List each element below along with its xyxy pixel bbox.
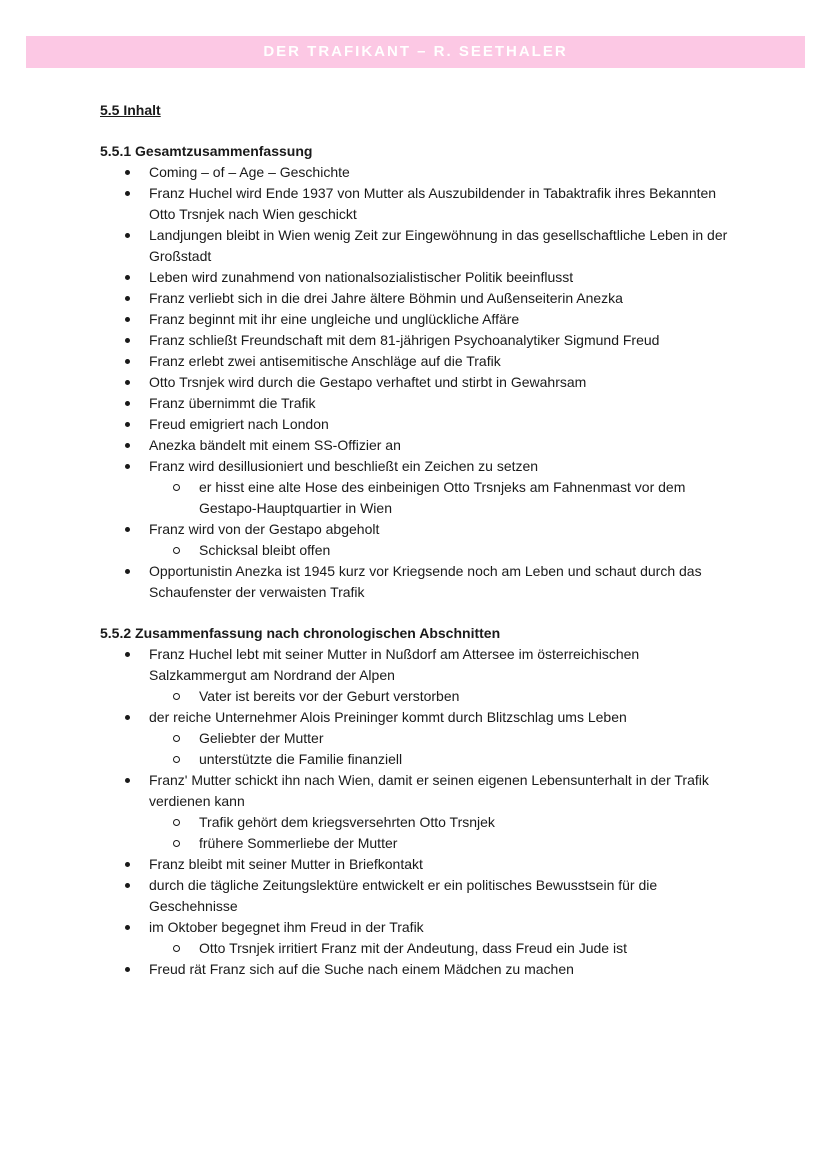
list-item	[100, 435, 740, 456]
sub-list-item	[149, 749, 740, 770]
bullet-icon	[125, 380, 130, 385]
sub-list-item	[149, 833, 740, 854]
sub-list-item-text: Vater ist bereits vor der Geburt verstorben	[199, 688, 460, 704]
list-item-text: Coming – of – Age – Geschichte	[149, 164, 350, 180]
summary-list	[100, 162, 740, 603]
circle-bullet-icon	[173, 819, 180, 826]
bullet-icon	[125, 652, 130, 657]
list-item	[100, 183, 740, 225]
bullet-icon	[125, 443, 130, 448]
list-item	[100, 393, 740, 414]
list-item	[100, 351, 740, 372]
circle-bullet-icon	[173, 735, 180, 742]
document-header-title: DER TRAFIKANT – R. SEETHALER	[263, 43, 568, 60]
list-item-text: Franz verliebt sich in die drei Jahre ältere Böhmin und Außenseiterin Anezka	[149, 290, 623, 306]
bullet-icon	[125, 569, 130, 574]
list-item	[100, 456, 740, 519]
list-item-text: Freud rät Franz sich auf die Suche nach einem Mädchen zu machen	[149, 961, 574, 977]
list-item	[100, 854, 740, 875]
document-content	[100, 100, 740, 980]
bullet-icon	[125, 967, 130, 972]
sub-list-item	[149, 812, 740, 833]
bullet-icon	[125, 715, 130, 720]
list-item	[100, 414, 740, 435]
list-item	[100, 309, 740, 330]
list-item-text: Landjungen bleibt in Wien wenig Zeit zur Eingewöhnung in das gesellschaftliche Leben in der Großstadt	[149, 227, 728, 264]
sub-list	[149, 686, 740, 707]
document-header-banner	[26, 36, 805, 68]
bullet-icon	[125, 883, 130, 888]
list-item	[100, 707, 740, 770]
bullet-icon	[125, 191, 130, 196]
list-item	[100, 875, 740, 917]
circle-bullet-icon	[173, 693, 180, 700]
list-item-text: Anezka bändelt mit einem SS-Offizier an	[149, 437, 401, 453]
section-heading: 5.5 Inhalt	[100, 102, 161, 118]
sub-list	[149, 477, 740, 519]
circle-bullet-icon	[173, 945, 180, 952]
bullet-icon	[125, 170, 130, 175]
bullet-icon	[125, 778, 130, 783]
list-item	[100, 519, 740, 561]
bullet-icon	[125, 401, 130, 406]
list-item-text: Franz beginnt mit ihr eine ungleiche und unglückliche Affäre	[149, 311, 520, 327]
bullet-icon	[125, 925, 130, 930]
list-item-text: Otto Trsnjek wird durch die Gestapo verhaftet und stirbt in Gewahrsam	[149, 374, 587, 390]
list-item-text: Franz erlebt zwei antisemitische Anschläge auf die Trafik	[149, 353, 501, 369]
list-item-text: Franz Huchel lebt mit seiner Mutter in Nußdorf am Attersee im österreichischen Salzkammergut am Nordrand der Alpen	[149, 646, 640, 683]
sub-list-item	[149, 686, 740, 707]
circle-bullet-icon	[173, 756, 180, 763]
list-item-text: Freud emigriert nach London	[149, 416, 329, 432]
chronological-list	[100, 644, 740, 980]
sub-list	[149, 728, 740, 770]
sub-list-item	[149, 477, 740, 519]
sub-list-item-text: frühere Sommerliebe der Mutter	[199, 835, 398, 851]
list-item-text: im Oktober begegnet ihm Freud in der Trafik	[149, 919, 424, 935]
bullet-icon	[125, 464, 130, 469]
list-item	[100, 162, 740, 183]
bullet-icon	[125, 338, 130, 343]
list-item-text: Franz übernimmt die Trafik	[149, 395, 316, 411]
circle-bullet-icon	[173, 484, 180, 491]
sub-list-item-text: Trafik gehört dem kriegsversehrten Otto Trsnjek	[199, 814, 495, 830]
list-item	[100, 959, 740, 980]
sub-list	[149, 938, 740, 959]
bullet-icon	[125, 317, 130, 322]
list-item-text: Franz' Mutter schickt ihn nach Wien, damit er seinen eigenen Lebensunterhalt in der Trafik verdienen kann	[149, 772, 709, 809]
list-item-text: Leben wird zunahmend von nationalsozialistischer Politik beeinflusst	[149, 269, 574, 285]
sub-list	[149, 812, 740, 854]
list-item-text: durch die tägliche Zeitungslektüre entwickelt er ein politisches Bewusstsein für die Geschehnisse	[149, 877, 658, 914]
list-item	[100, 330, 740, 351]
summary-heading: 5.5.1 Gesamtzusammenfassung	[100, 143, 313, 159]
list-item	[100, 561, 740, 603]
sub-list-item-text: Geliebter der Mutter	[199, 730, 324, 746]
sub-list-item	[149, 728, 740, 749]
sub-list-item-text: Otto Trsnjek irritiert Franz mit der Andeutung, dass Freud ein Jude ist	[199, 940, 627, 956]
bullet-icon	[125, 233, 130, 238]
chronological-heading: 5.5.2 Zusammenfassung nach chronologischen Abschnitten	[100, 625, 501, 641]
list-item-text: Franz schließt Freundschaft mit dem 81-jährigen Psychoanalytiker Sigmund Freud	[149, 332, 660, 348]
list-item-text: Franz wird von der Gestapo abgeholt	[149, 521, 380, 537]
list-item-text: Franz wird desillusioniert und beschließt ein Zeichen zu setzen	[149, 458, 539, 474]
list-item	[100, 267, 740, 288]
list-item-text: Franz Huchel wird Ende 1937 von Mutter als Auszubildender in Tabaktrafik ihres Bekannten Otto Trsnjek nach Wien geschickt	[149, 185, 717, 222]
list-item	[100, 770, 740, 854]
sub-list	[149, 540, 740, 561]
circle-bullet-icon	[173, 547, 180, 554]
sub-list-item-text: er hisst eine alte Hose des einbeinigen Otto Trsnjeks am Fahnenmast vor dem Gestapo-Hauptquartier in Wien	[199, 479, 686, 516]
circle-bullet-icon	[173, 840, 180, 847]
sub-list-item-text: unterstützte die Familie finanziell	[199, 751, 403, 767]
list-item	[100, 225, 740, 267]
list-item	[100, 917, 740, 959]
list-item	[100, 644, 740, 707]
list-item-text: der reiche Unternehmer Alois Preininger kommt durch Blitzschlag ums Leben	[149, 709, 627, 725]
sub-list-item-text: Schicksal bleibt offen	[199, 542, 331, 558]
list-item	[100, 288, 740, 309]
bullet-icon	[125, 862, 130, 867]
bullet-icon	[125, 422, 130, 427]
bullet-icon	[125, 275, 130, 280]
list-item-text: Opportunistin Anezka ist 1945 kurz vor Kriegsende noch am Leben und schaut durch das Schaufenster der verwaisten Trafik	[149, 563, 702, 600]
list-item-text: Franz bleibt mit seiner Mutter in Briefkontakt	[149, 856, 423, 872]
sub-list-item	[149, 938, 740, 959]
list-item	[100, 372, 740, 393]
bullet-icon	[125, 359, 130, 364]
bullet-icon	[125, 527, 130, 532]
bullet-icon	[125, 296, 130, 301]
sub-list-item	[149, 540, 740, 561]
